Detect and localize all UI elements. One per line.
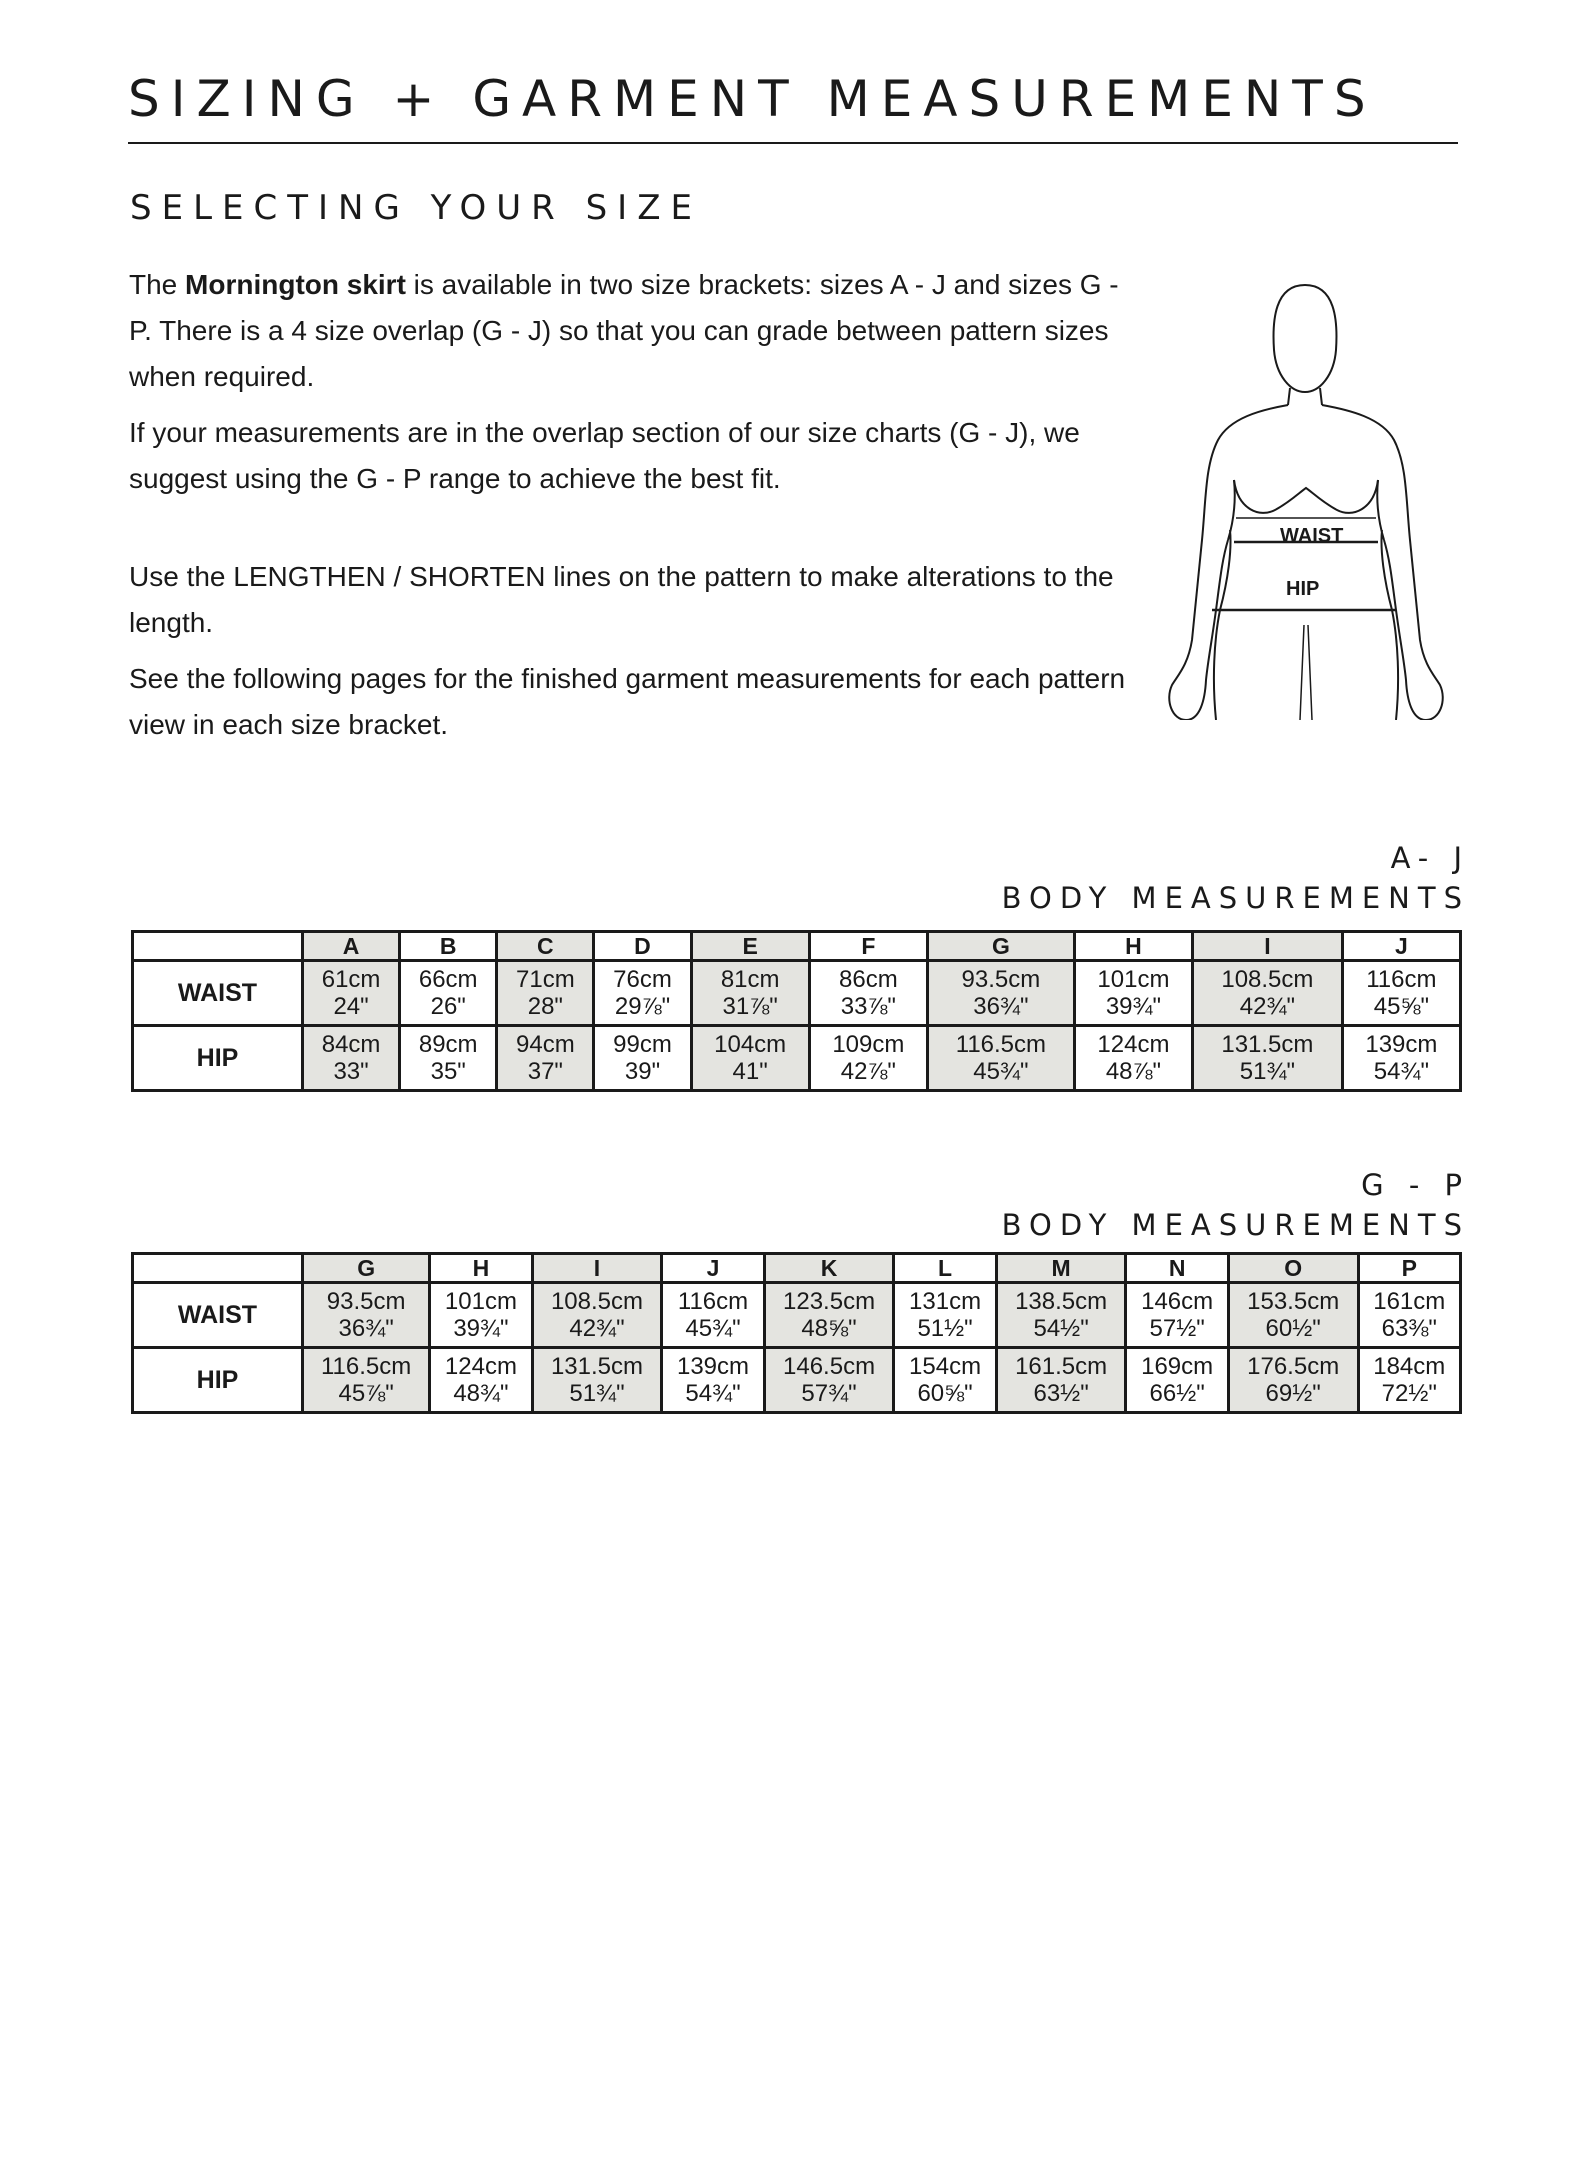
inch-value: 45¾": [973, 1058, 1029, 1085]
inch-value: 48⅝": [801, 1315, 857, 1342]
bracket-caption-gp: BODY MEASUREMENTS: [1001, 1208, 1470, 1242]
inch-value: 42¾": [1239, 993, 1295, 1020]
size-header: P: [1358, 1254, 1460, 1283]
cm-value: 161cm: [1373, 1288, 1446, 1315]
measurement-row: [133, 1348, 1461, 1413]
inch-value: 35": [430, 1058, 466, 1085]
inch-value: 33": [333, 1058, 369, 1085]
section-heading: SELECTING YOUR SIZE: [130, 188, 702, 228]
inch-value: 39¾": [453, 1315, 509, 1342]
inch-value: 48⅞": [1105, 1058, 1162, 1085]
cm-value: 116.5cm: [320, 1353, 412, 1380]
cm-value: 138.5cm: [1015, 1288, 1108, 1315]
intro-paragraph-1: [129, 262, 1129, 400]
cm-value: 131cm: [909, 1288, 982, 1315]
size-header: O: [1228, 1254, 1358, 1283]
measurement-cell: [1228, 1283, 1358, 1348]
inch-value: 69½": [1265, 1380, 1321, 1407]
measurement-cell: [764, 1283, 894, 1348]
size-header: M: [996, 1254, 1126, 1283]
size-header: I: [532, 1254, 662, 1283]
measurement-cell: [1193, 1026, 1343, 1091]
measurement-cell: [662, 1348, 764, 1413]
inch-value: 63⅜": [1381, 1315, 1437, 1342]
cm-value: 131.5cm: [1221, 1031, 1314, 1058]
size-header-row: [133, 1254, 1461, 1283]
measurement-cell: [1342, 1026, 1460, 1091]
size-header: G: [303, 1254, 430, 1283]
measurement-cell: [894, 1283, 996, 1348]
measurement-cell: [1358, 1348, 1460, 1413]
inch-value: 60⅝": [917, 1380, 973, 1407]
intro-p1-pre: The: [129, 269, 186, 300]
measurement-cell: [497, 961, 594, 1026]
inch-value: 45⅞": [338, 1380, 394, 1407]
figure-bust: [1234, 480, 1378, 513]
inch-value: 54½": [1033, 1315, 1089, 1342]
title-divider: [128, 142, 1458, 144]
measurement-label: WAIST: [133, 961, 303, 1026]
inch-value: 28": [527, 993, 563, 1020]
inch-value: 57¾": [801, 1380, 857, 1407]
inch-value: 66½": [1149, 1380, 1205, 1407]
intro-paragraph-4: See the following pages for the finished garment measurements for each pattern view in each size bracket.: [129, 663, 1126, 740]
bracket-label-gp: [1002, 1165, 1470, 1245]
bracket-label-aj: [1002, 838, 1470, 918]
cm-value: 109cm: [832, 1031, 905, 1058]
cm-value: 71cm: [516, 966, 575, 993]
measurement-cell: [303, 961, 400, 1026]
inch-value: 26": [430, 993, 466, 1020]
intro-p1-post: is available in two size brackets: sizes A - J and sizes G - P. There is a 4 size overlap (G - J) so that you can grade between pattern sizes when required.: [129, 269, 1119, 392]
inch-value: 29⅞": [614, 993, 671, 1020]
size-header: N: [1126, 1254, 1228, 1283]
header-blank-cell: [133, 1254, 303, 1283]
cm-value: 124cm: [1097, 1031, 1170, 1058]
size-header: H: [1074, 932, 1192, 961]
measurement-cell: [764, 1348, 894, 1413]
inch-value: 33⅞": [840, 993, 896, 1020]
cm-value: 76cm: [613, 966, 672, 993]
measurement-cell: [594, 961, 691, 1026]
intro-paragraph-3: Use the LENGTHEN / SHORTEN lines on the pattern to make alterations to the length.: [129, 561, 1114, 638]
measurement-cell: [1342, 961, 1460, 1026]
measurement-label: WAIST: [133, 1283, 303, 1348]
page-title: SIZING + GARMENT MEASUREMENTS: [128, 70, 1377, 128]
measurement-cell: [1358, 1283, 1460, 1348]
measurement-cell: [430, 1283, 532, 1348]
cm-value: 84cm: [321, 1031, 381, 1058]
inch-value: 51¾": [569, 1380, 625, 1407]
inch-value: 41": [732, 1058, 768, 1085]
size-header: J: [662, 1254, 764, 1283]
size-header: C: [497, 932, 594, 961]
cm-value: 146.5cm: [783, 1353, 876, 1380]
measurement-cell: [594, 1026, 691, 1091]
cm-value: 66cm: [418, 966, 478, 993]
measurement-cell: [691, 1026, 809, 1091]
size-header: A: [303, 932, 400, 961]
size-header: I: [1193, 932, 1343, 961]
cm-value: 86cm: [839, 966, 898, 993]
inch-value: 39¾": [1105, 993, 1162, 1020]
inch-value: 48¾": [453, 1380, 509, 1407]
size-header: J: [1342, 932, 1460, 961]
cm-value: 123.5cm: [783, 1288, 876, 1315]
measurement-row: [133, 1026, 1461, 1091]
measurement-cell: [1074, 961, 1192, 1026]
size-table-gp: [131, 1252, 1462, 1414]
cm-value: 131.5cm: [550, 1353, 644, 1380]
inch-value: 51½": [917, 1315, 973, 1342]
size-header: G: [927, 932, 1074, 961]
cm-value: 116cm: [677, 1288, 749, 1315]
cm-value: 161.5cm: [1015, 1353, 1108, 1380]
inch-value: 54¾": [685, 1380, 741, 1407]
figure-leg-divide: [1300, 625, 1312, 720]
cm-value: 61cm: [321, 966, 381, 993]
cm-value: 146cm: [1141, 1288, 1214, 1315]
cm-value: 176.5cm: [1247, 1353, 1340, 1380]
cm-value: 153.5cm: [1247, 1288, 1340, 1315]
cm-value: 93.5cm: [961, 966, 1041, 993]
measurement-cell: [1126, 1348, 1228, 1413]
bracket-caption-aj: BODY MEASUREMENTS: [1001, 881, 1470, 915]
measurement-cell: [430, 1348, 532, 1413]
size-table-aj: [131, 930, 1462, 1092]
cm-value: 99cm: [613, 1031, 672, 1058]
cm-value: 108.5cm: [550, 1288, 644, 1315]
cm-value: 139cm: [676, 1353, 750, 1380]
product-name: Mornington skirt: [185, 269, 406, 300]
inch-value: 36¾": [973, 993, 1029, 1020]
header-blank-cell: [133, 932, 303, 961]
measurement-cell: [497, 1026, 594, 1091]
figure-neck: [1288, 388, 1322, 405]
inch-value: 24": [333, 993, 369, 1020]
measurement-cell: [303, 1283, 430, 1348]
measurement-row: [133, 1283, 1461, 1348]
measurement-cell: [996, 1283, 1126, 1348]
measurement-label: HIP: [133, 1026, 303, 1091]
cm-value: 184cm: [1373, 1353, 1446, 1380]
cm-value: 94cm: [516, 1031, 575, 1058]
cm-value: 154cm: [909, 1353, 982, 1380]
intro-paragraph-2: If your measurements are in the overlap section of our size charts (G - J), we suggest using the G - P range to achieve the best fit.: [129, 417, 1080, 494]
size-header: K: [764, 1254, 894, 1283]
cm-value: 93.5cm: [326, 1288, 406, 1315]
inch-value: 54¾": [1373, 1058, 1429, 1085]
bracket-range-gp: G - P: [1361, 1168, 1470, 1202]
cm-value: 116.5cm: [955, 1031, 1047, 1058]
measurement-cell: [1228, 1348, 1358, 1413]
inch-value: 60½": [1265, 1315, 1321, 1342]
measurement-label: HIP: [133, 1348, 303, 1413]
measurement-cell: [1193, 961, 1343, 1026]
figure-waist-label: WAIST: [1280, 525, 1344, 547]
cm-value: 101cm: [444, 1288, 517, 1315]
measurement-cell: [662, 1283, 764, 1348]
measurement-cell: [400, 961, 497, 1026]
measurement-row: [133, 961, 1461, 1026]
measurement-cell: [691, 961, 809, 1026]
inch-value: 42⅞": [840, 1058, 896, 1085]
inch-value: 51¾": [1239, 1058, 1295, 1085]
cm-value: 169cm: [1141, 1353, 1214, 1380]
inch-value: 37": [527, 1058, 563, 1085]
measurement-cell: [927, 1026, 1074, 1091]
cm-value: 81cm: [720, 966, 780, 993]
inch-value: 57½": [1149, 1315, 1205, 1342]
size-header: L: [894, 1254, 996, 1283]
cm-value: 116cm: [1366, 966, 1437, 993]
inch-value: 45¾": [685, 1315, 741, 1342]
measurement-cell: [303, 1026, 400, 1091]
size-header: B: [400, 932, 497, 961]
size-header-row: [133, 932, 1461, 961]
measurement-cell: [1126, 1283, 1228, 1348]
size-header: F: [809, 932, 927, 961]
measurement-cell: [927, 961, 1074, 1026]
measurement-cell: [303, 1348, 430, 1413]
inch-value: 63½": [1033, 1380, 1089, 1407]
inch-value: 36¾": [338, 1315, 394, 1342]
measurement-cell: [532, 1348, 662, 1413]
bracket-range-aj: A- J: [1390, 841, 1470, 875]
measurement-cell: [400, 1026, 497, 1091]
size-header: D: [594, 932, 691, 961]
cm-value: 139cm: [1365, 1031, 1438, 1058]
inch-value: 42¾": [569, 1315, 625, 1342]
inch-value: 31⅞": [722, 993, 778, 1020]
measurement-cell: [996, 1348, 1126, 1413]
measurement-cell: [809, 1026, 927, 1091]
cm-value: 89cm: [418, 1031, 478, 1058]
figure-hip-label: HIP: [1286, 578, 1320, 600]
inch-value: 45⅝": [1373, 993, 1429, 1020]
measurement-cell: [809, 961, 927, 1026]
cm-value: 101cm: [1097, 966, 1170, 993]
inch-value: 72½": [1381, 1380, 1437, 1407]
intro-text: [129, 262, 1129, 758]
cm-value: 104cm: [714, 1031, 787, 1058]
figure-head: [1274, 285, 1337, 392]
cm-value: 108.5cm: [1221, 966, 1314, 993]
measurement-cell: [894, 1348, 996, 1413]
body-figure-illustration: [1150, 280, 1460, 720]
size-header: E: [691, 932, 809, 961]
cm-value: 124cm: [444, 1353, 517, 1380]
size-header: H: [430, 1254, 532, 1283]
measurement-cell: [532, 1283, 662, 1348]
inch-value: 39": [624, 1058, 661, 1085]
measurement-cell: [1074, 1026, 1192, 1091]
